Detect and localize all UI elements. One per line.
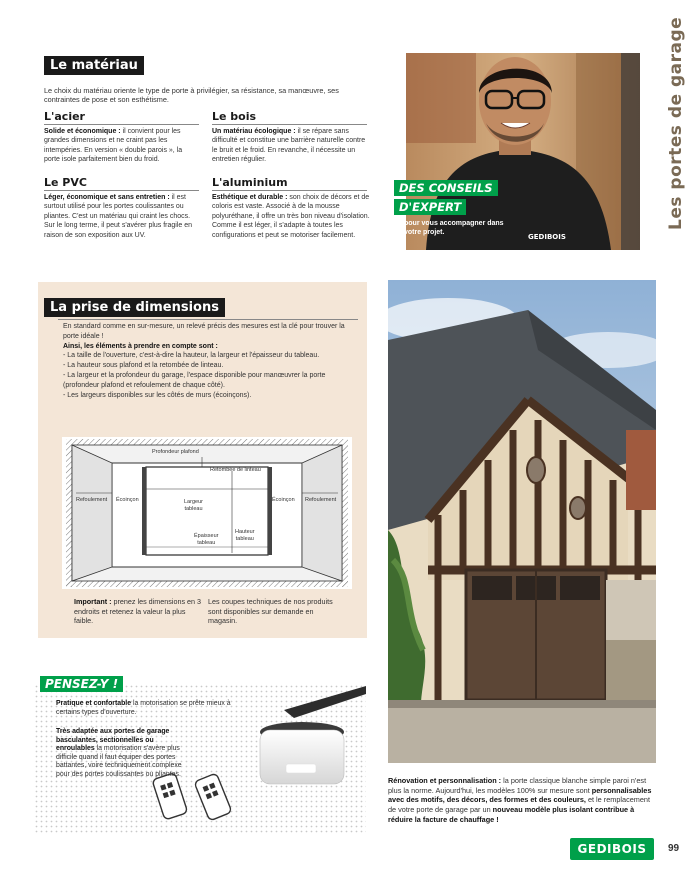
coupes-note: Les coupes techniques de nos produits sont disponibles sur demande en magasin. [208,597,333,626]
dimensions-intro: En standard comme en sur-mesure, un relevé précis des mesures est la clé pour trouver la porte idéale ! [63,323,345,340]
garage-dimension-diagram [62,437,352,589]
materiau-intro: Le choix du matériau oriente le type de porte à privilégier, sa résistance, sa manœuvre, ses contraintes de pose et son esthétisme. [44,86,339,105]
label-epaisseur-tableau [194,533,218,547]
expert-tag-line2: D'EXPERT [394,199,466,215]
pensez-p2-bold: Très adaptée aux portes de garage basculantes, sectionnelles ou enroulables [56,728,170,753]
gedibois-logo: GEDIBOIS [570,838,654,860]
pvc-heading: Le PVC [44,176,87,189]
divider [212,124,367,125]
expert-subtitle: pour vous accompagner dans votre projet. [404,220,504,236]
page-number: 99 [668,843,680,854]
label-ecoincon-left: Écoinçon [116,497,139,503]
label-hauteur-tableau [235,529,255,543]
house-photo [388,280,656,763]
important-body: prenez les dimensions en 3 endroits et retenez la valeur la plus faible. [74,597,202,626]
label-refoulement-right: Refoulement [305,497,337,503]
caption-bold-3: nouveau modèle plus isolant contribue à réduire la facture de chauffage ! [388,805,635,824]
label-ecoincon-right: Écoinçon [272,497,295,503]
bois-body: il se répare sans difficulté et constitue une barrière naturelle contre le bruit et le froid. En revanche, il nécessite un entretien régulier. [212,128,366,164]
label-largeur-2: tableau [184,506,203,512]
materiau-title: Le matériau [44,56,144,75]
aluminium-body: son choix de décors et de coloris est vaste. Associé à de la mousse polyuréthane, il offre un très bon niveau d'isolation. Comme il est léger, il s'adapte à toutes les configurations et peut se motoriser facilement. [212,194,370,239]
acier-heading: L'acier [44,110,85,123]
aluminium-bold: Esthétique et durable : [212,194,288,201]
label-epaisseur-2: tableau [197,540,216,546]
pensez-y-box [34,664,366,834]
pensez-y-title: PENSEZ-Y ! [40,676,123,692]
caption-text-1: la porte classique blanche simple paroi n'est plus la norme. Aujourd'hui, les modèles 100% sur mesure sont [388,776,647,795]
pensez-p2 [56,728,188,780]
divider [212,190,367,191]
expert-tag-line1: DES CONSEILS [394,180,498,196]
caption-bold-2: personnalisables avec des motifs, des décors, des formes et des couleurs, [388,785,652,805]
pensez-p2-body: la motorisation s'avère plus difficile quand il faut équiper des portes battantes, voire techniquement complexe pour des portes coulissantes ou pliantes. [56,745,182,778]
garage-diagram-svg [62,437,352,589]
important-bold: Important : [74,597,112,606]
acier-text [44,127,199,165]
dimensions-text [63,322,353,400]
acier-bold: Solide et économique : [44,128,121,135]
bois-text [212,127,367,165]
dimensions-list-title: Ainsi, les éléments à prendre en compte sont : [63,342,218,350]
pvc-text [44,193,202,240]
pensez-p1 [56,700,256,717]
list-item: - La taille de l'ouverture, c'est-à-dire la hauteur, la largeur et l'épaisseur du tableau. [63,352,320,360]
pensez-p1-body: la motorisation se prête mieux à certains types d'ouverture. [56,700,231,716]
pvc-bold: Léger, économique et sans entretien : [44,194,170,201]
bois-heading: Le bois [212,110,257,123]
pvc-body: il est surtout utilisé pour les portes coulissantes ou pliantes. C'est un matériau qui craint les chocs. Sur le long terme, il peut s'avérer plus fragile en raison de son exposition aux UV. [44,194,193,239]
list-item: - La hauteur sous plafond et la retombée de linteau. [63,362,224,370]
page-side-title: Les portes de garage [666,16,686,230]
list-item: - La largeur et la profondeur du garage, l'espace disponible pour manœuvrer la porte (profondeur plafond et refoulement de chaque côté). [63,371,326,389]
dimensions-title: La prise de dimensions [44,298,225,317]
pensez-p1-bold: Pratique et confortable [56,700,132,707]
label-profondeur: Profondeur plafond [152,449,199,455]
divider [58,319,358,320]
divider [44,124,199,125]
divider [44,190,199,191]
house-caption [388,776,658,825]
label-largeur-1: Largeur [184,499,203,505]
half-timbered-garage-illustration [388,280,656,763]
acier-body: il convient pour les grandes dimensions et ne craint pas les intempéries. En version « double parois », la porte isole parfaitement bien du froid. [44,128,183,164]
label-largeur-tableau [184,499,203,513]
label-hauteur-2: tableau [235,536,254,542]
aluminium-text [212,193,370,240]
caption-bold-1: Rénovation et personnalisation : [388,776,502,785]
label-retombee: Retombée de linteau [210,467,261,473]
important-note [74,597,202,626]
label-epaisseur-1: Épaisseur [194,533,219,539]
aluminium-heading: L'aluminium [212,176,288,189]
dimensions-list [63,351,353,400]
list-item: - Les largeurs disponibles sur les côtés de murs (écoinçons). [63,391,252,399]
label-hauteur-1: Hauteur [235,529,255,535]
caption-text-2: et le remplacement de votre porte de garage par un [388,795,651,815]
shirt-logo: GEDIBOIS [528,233,566,241]
label-refoulement-left: Refoulement [76,497,108,503]
bois-bold: Un matériau écologique : [212,128,296,135]
